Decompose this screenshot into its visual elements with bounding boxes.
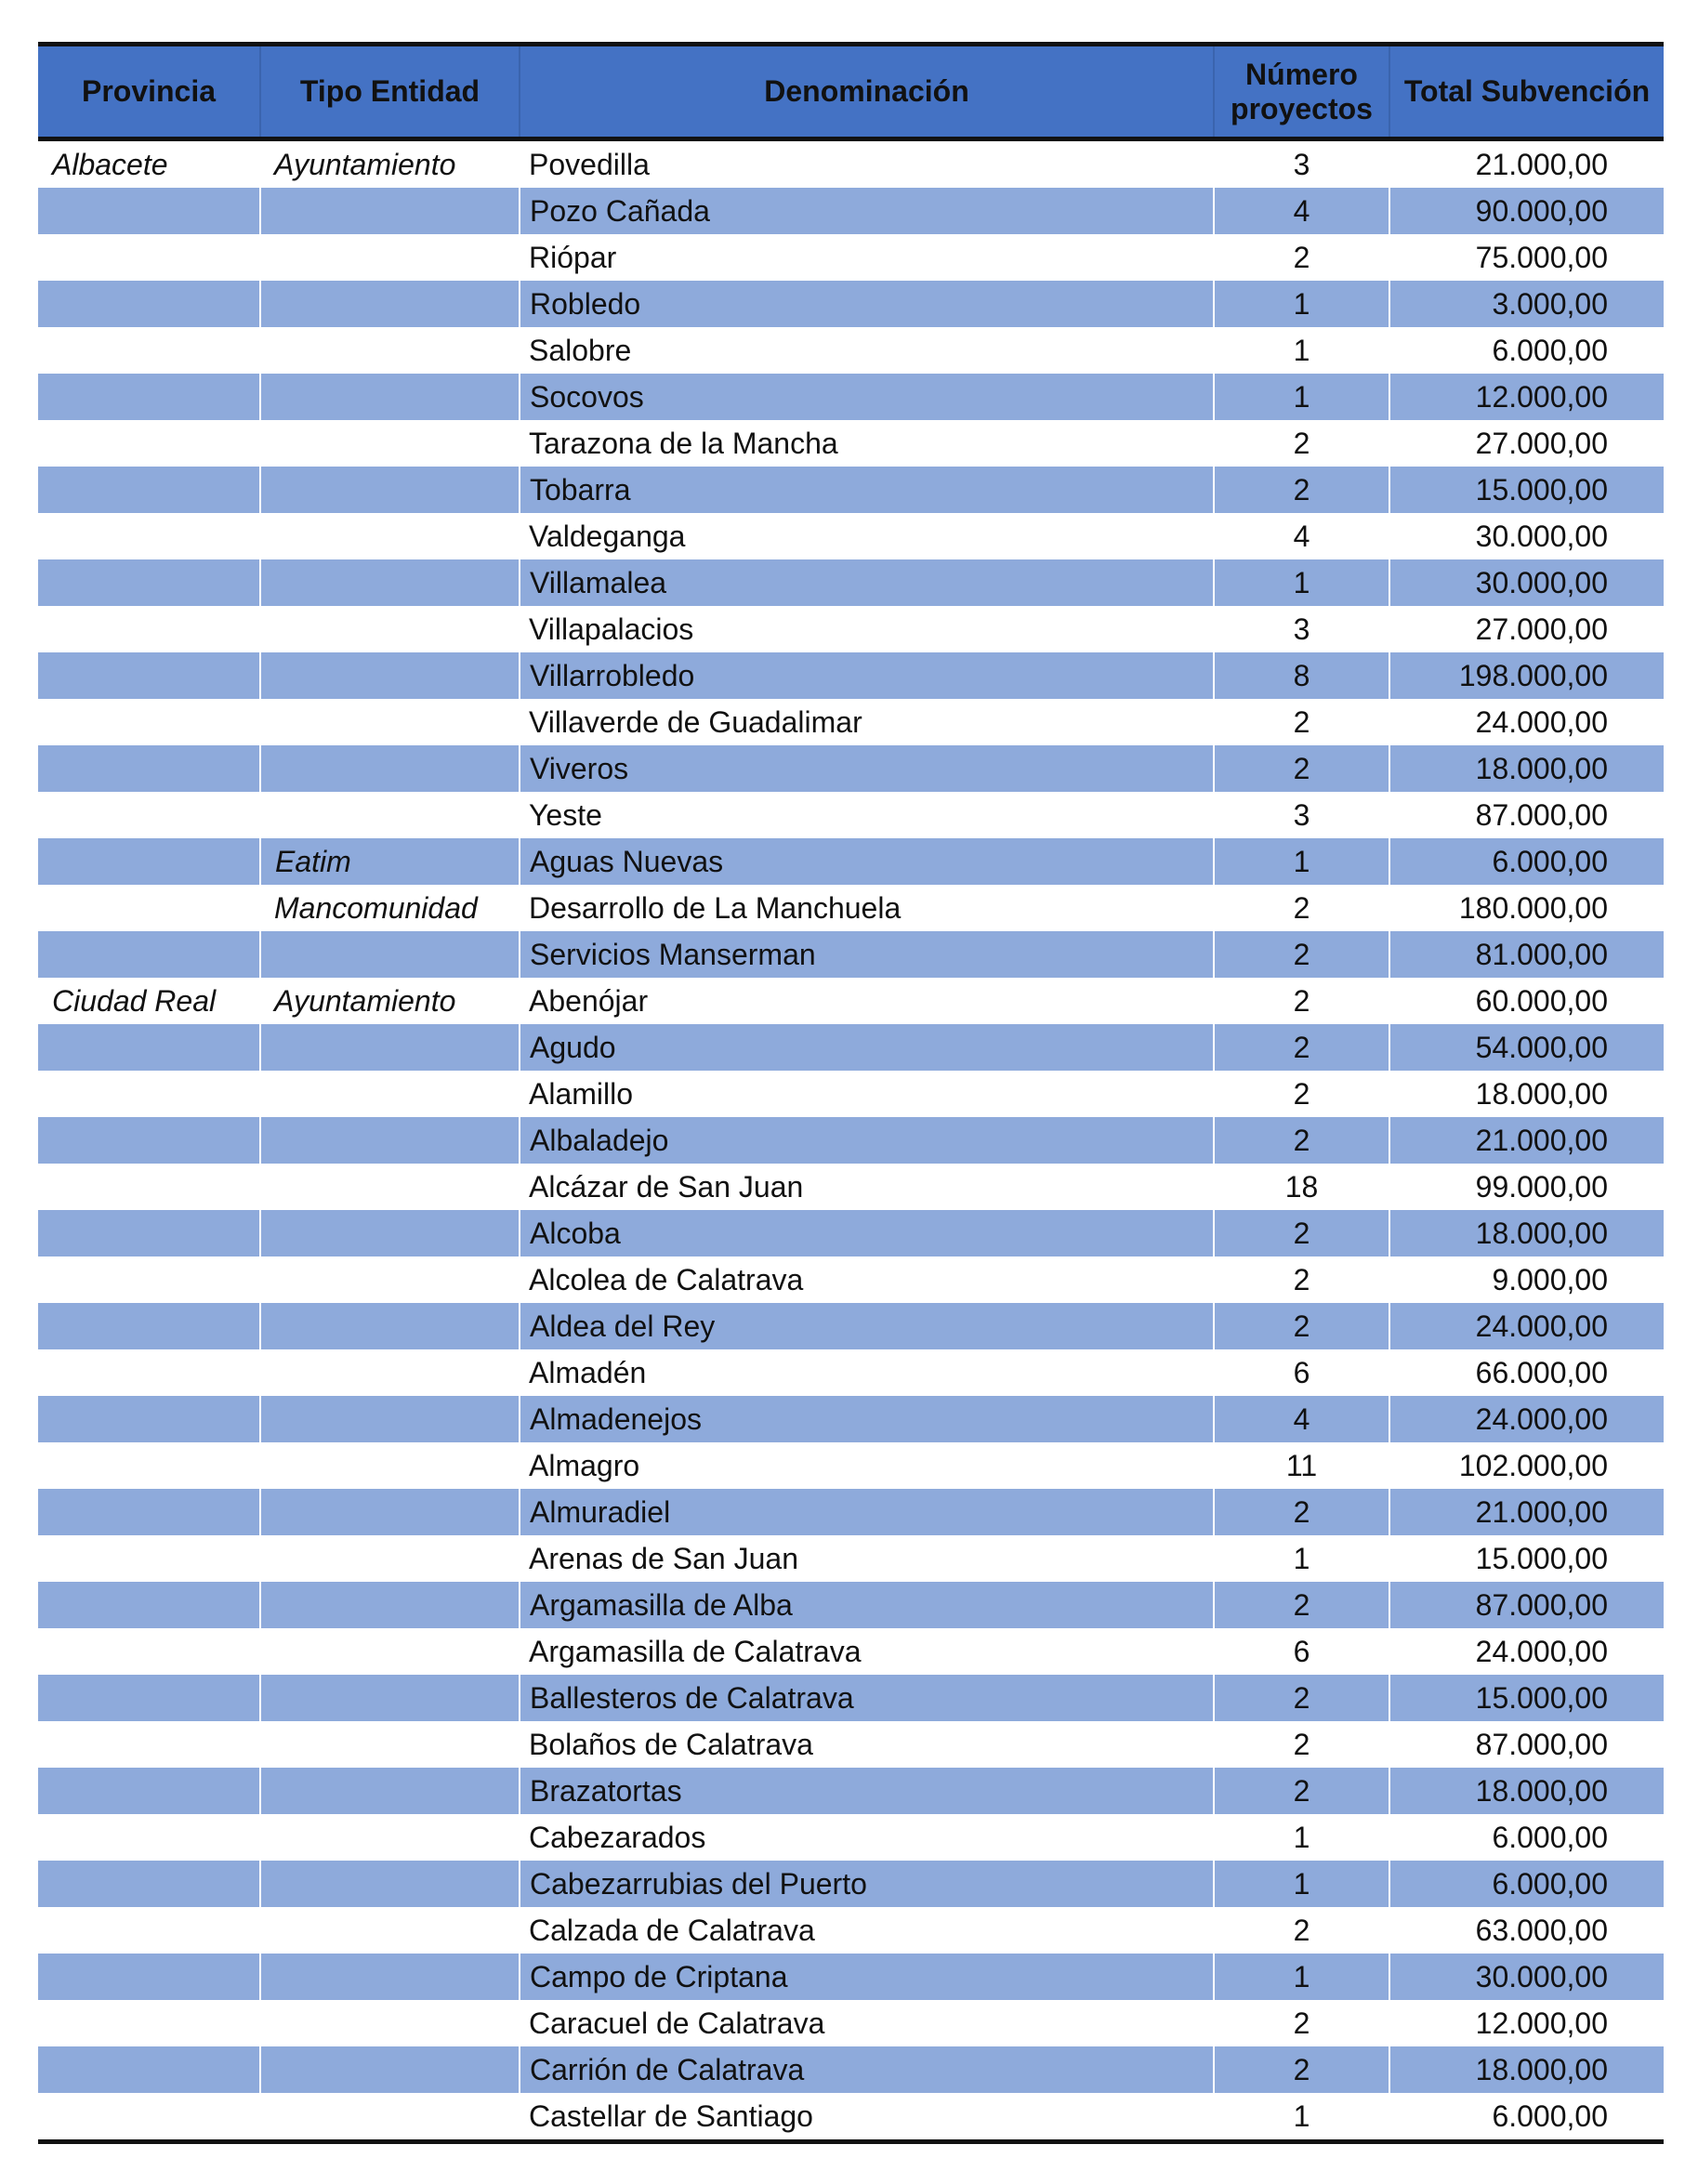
total-subvencion-cell: 87.000,00 bbox=[1475, 798, 1608, 832]
numero-proyectos-cell: 1 bbox=[1293, 1542, 1310, 1575]
table-row bbox=[38, 1861, 1664, 1907]
total-subvencion-cell: 18.000,00 bbox=[1389, 2046, 1664, 2093]
total-subvencion-cell: 24.000,00 bbox=[1475, 705, 1608, 739]
table-row bbox=[38, 1442, 1664, 1489]
numero-proyectos-cell: 2 bbox=[1214, 1210, 1389, 1256]
denominacion-cell: Almadén bbox=[529, 1356, 647, 1389]
table-row bbox=[38, 420, 1664, 467]
total-subvencion-cell: 63.000,00 bbox=[1475, 1914, 1608, 1947]
provincia-cell bbox=[38, 1535, 260, 1582]
denominacion-cell: Campo de Criptana bbox=[520, 1954, 1214, 2000]
table-row bbox=[38, 1210, 1664, 1256]
tipo-entidad-cell bbox=[260, 1814, 520, 1861]
total-subvencion-cell: 21.000,00 bbox=[1475, 148, 1608, 181]
table-row bbox=[38, 745, 1664, 792]
tipo-entidad-cell: Mancomunidad bbox=[274, 891, 478, 925]
tipo-entidad-cell bbox=[260, 1117, 520, 1164]
table-row bbox=[38, 559, 1664, 606]
tipo-entidad-cell bbox=[260, 1024, 520, 1071]
numero-proyectos-cell: 4 bbox=[1293, 520, 1310, 553]
provincia-cell bbox=[38, 1396, 260, 1442]
tipo-entidad-cell bbox=[260, 792, 520, 838]
denominacion-cell: Caracuel de Calatrava bbox=[529, 2006, 825, 2040]
provincia-cell bbox=[38, 1349, 260, 1396]
total-subvencion-cell: 198.000,00 bbox=[1389, 652, 1664, 699]
provincia-cell bbox=[38, 885, 260, 931]
table-row bbox=[38, 606, 1664, 652]
total-subvencion-cell: 60.000,00 bbox=[1475, 984, 1608, 1018]
denominacion-cell: Servicios Manserman bbox=[520, 931, 1214, 978]
table-row bbox=[38, 699, 1664, 745]
numero-proyectos-cell: 1 bbox=[1214, 1954, 1389, 2000]
tipo-entidad-cell bbox=[260, 374, 520, 420]
total-subvencion-cell: 81.000,00 bbox=[1389, 931, 1664, 978]
total-subvencion-cell: 6.000,00 bbox=[1492, 334, 1608, 367]
numero-proyectos-cell: 2 bbox=[1214, 745, 1389, 792]
denominacion-cell: Salobre bbox=[529, 334, 632, 367]
numero-proyectos-cell: 2 bbox=[1293, 1728, 1310, 1761]
provincia-cell bbox=[38, 374, 260, 420]
numero-proyectos-cell: 2 bbox=[1293, 1914, 1310, 1947]
numero-proyectos-cell: 2 bbox=[1293, 1263, 1310, 1296]
total-subvencion-cell: 99.000,00 bbox=[1475, 1170, 1608, 1204]
table-row bbox=[38, 1024, 1664, 1071]
tipo-entidad-cell bbox=[260, 281, 520, 327]
total-subvencion-cell: 30.000,00 bbox=[1475, 520, 1608, 553]
numero-proyectos-cell: 11 bbox=[1285, 1449, 1318, 1482]
table-row bbox=[38, 467, 1664, 513]
total-subvencion-cell: 6.000,00 bbox=[1492, 2099, 1608, 2133]
header-tipo-entidad: Tipo Entidad bbox=[260, 45, 520, 139]
total-subvencion-cell: 66.000,00 bbox=[1475, 1356, 1608, 1389]
tipo-entidad-cell bbox=[260, 1164, 520, 1210]
tipo-entidad-cell bbox=[260, 1210, 520, 1256]
total-subvencion-cell: 24.000,00 bbox=[1389, 1396, 1664, 1442]
denominacion-cell: Valdeganga bbox=[529, 520, 686, 553]
total-subvencion-cell: 12.000,00 bbox=[1389, 374, 1664, 420]
provincia-cell bbox=[38, 559, 260, 606]
tipo-entidad-cell bbox=[260, 234, 520, 281]
numero-proyectos-cell: 1 bbox=[1293, 334, 1310, 367]
total-subvencion-cell: 30.000,00 bbox=[1389, 1954, 1664, 2000]
subsidy-table bbox=[38, 42, 1664, 2144]
tipo-entidad-cell bbox=[260, 1442, 520, 1489]
provincia-cell bbox=[38, 1071, 260, 1117]
subsidy-table-sheet bbox=[38, 42, 1664, 2144]
denominacion-cell: Robledo bbox=[520, 281, 1214, 327]
total-subvencion-cell: 6.000,00 bbox=[1389, 838, 1664, 885]
total-subvencion-cell: 18.000,00 bbox=[1389, 745, 1664, 792]
provincia-cell: Albacete bbox=[52, 148, 168, 181]
table-row bbox=[38, 1814, 1664, 1861]
table-row bbox=[38, 2046, 1664, 2093]
total-subvencion-cell: 54.000,00 bbox=[1389, 1024, 1664, 1071]
header-total-subvencion: Total Subvención bbox=[1389, 45, 1664, 139]
total-subvencion-cell: 18.000,00 bbox=[1389, 1768, 1664, 1814]
table-row bbox=[38, 1582, 1664, 1628]
numero-proyectos-cell: 2 bbox=[1293, 984, 1310, 1018]
provincia-cell bbox=[38, 792, 260, 838]
total-subvencion-cell: 3.000,00 bbox=[1389, 281, 1664, 327]
denominacion-cell: Alcolea de Calatrava bbox=[529, 1263, 804, 1296]
numero-proyectos-cell: 2 bbox=[1293, 705, 1310, 739]
denominacion-cell: Bolaños de Calatrava bbox=[529, 1728, 813, 1761]
table-row bbox=[38, 1489, 1664, 1535]
tipo-entidad-cell bbox=[260, 420, 520, 467]
header-provincia: Provincia bbox=[38, 45, 260, 139]
denominacion-cell: Villamalea bbox=[520, 559, 1214, 606]
table-row bbox=[38, 931, 1664, 978]
table-row bbox=[38, 1954, 1664, 2000]
provincia-cell bbox=[38, 699, 260, 745]
total-subvencion-cell: 24.000,00 bbox=[1475, 1635, 1608, 1668]
numero-proyectos-cell: 4 bbox=[1214, 1396, 1389, 1442]
table-row bbox=[38, 234, 1664, 281]
numero-proyectos-cell: 1 bbox=[1293, 1821, 1310, 1854]
denominacion-cell: Ballesteros de Calatrava bbox=[520, 1675, 1214, 1721]
provincia-cell bbox=[38, 1256, 260, 1303]
numero-proyectos-cell: 2 bbox=[1214, 1024, 1389, 1071]
table-row bbox=[38, 838, 1664, 885]
total-subvencion-cell: 15.000,00 bbox=[1389, 1675, 1664, 1721]
total-subvencion-cell: 75.000,00 bbox=[1475, 241, 1608, 274]
header-row bbox=[38, 45, 1664, 139]
tipo-entidad-cell bbox=[260, 188, 520, 234]
denominacion-cell: Pozo Cañada bbox=[520, 188, 1214, 234]
tipo-entidad-cell bbox=[260, 1721, 520, 1768]
provincia-cell: Ciudad Real bbox=[52, 984, 217, 1018]
numero-proyectos-cell: 2 bbox=[1214, 1582, 1389, 1628]
total-subvencion-cell: 21.000,00 bbox=[1389, 1489, 1664, 1535]
provincia-cell bbox=[38, 188, 260, 234]
total-subvencion-cell: 9.000,00 bbox=[1492, 1263, 1608, 1296]
tipo-entidad-cell: Eatim bbox=[260, 838, 520, 885]
denominacion-cell: Castellar de Santiago bbox=[529, 2099, 813, 2133]
tipo-entidad-cell bbox=[260, 699, 520, 745]
table-row bbox=[38, 1349, 1664, 1396]
tipo-entidad-cell bbox=[260, 327, 520, 374]
numero-proyectos-cell: 1 bbox=[1214, 374, 1389, 420]
table-row bbox=[38, 513, 1664, 559]
total-subvencion-cell: 87.000,00 bbox=[1475, 1728, 1608, 1761]
tipo-entidad-cell bbox=[260, 1071, 520, 1117]
numero-proyectos-cell: 2 bbox=[1214, 1303, 1389, 1349]
table-row bbox=[38, 1396, 1664, 1442]
table-row bbox=[38, 978, 1664, 1024]
provincia-cell bbox=[38, 1768, 260, 1814]
provincia-cell bbox=[38, 1628, 260, 1675]
denominacion-cell: Cabezarados bbox=[529, 1821, 706, 1854]
provincia-cell bbox=[38, 1164, 260, 1210]
numero-proyectos-cell: 4 bbox=[1214, 188, 1389, 234]
table-row bbox=[38, 792, 1664, 838]
numero-proyectos-cell: 2 bbox=[1214, 2046, 1389, 2093]
numero-proyectos-cell: 2 bbox=[1214, 1675, 1389, 1721]
table-row bbox=[38, 1628, 1664, 1675]
numero-proyectos-cell: 1 bbox=[1214, 559, 1389, 606]
denominacion-cell: Povedilla bbox=[529, 148, 650, 181]
table-row bbox=[38, 1117, 1664, 1164]
table-row bbox=[38, 652, 1664, 699]
tipo-entidad-cell bbox=[260, 1489, 520, 1535]
denominacion-cell: Argamasilla de Calatrava bbox=[529, 1635, 862, 1668]
denominacion-cell: Aguas Nuevas bbox=[520, 838, 1214, 885]
provincia-cell bbox=[38, 2093, 260, 2142]
header-denominacion: Denominación bbox=[520, 45, 1214, 139]
provincia-cell bbox=[38, 234, 260, 281]
numero-proyectos-cell: 3 bbox=[1293, 612, 1310, 646]
total-subvencion-cell: 15.000,00 bbox=[1389, 467, 1664, 513]
numero-proyectos-cell: 2 bbox=[1214, 931, 1389, 978]
denominacion-cell: Socovos bbox=[520, 374, 1214, 420]
denominacion-cell: Almadenejos bbox=[520, 1396, 1214, 1442]
numero-proyectos-cell: 2 bbox=[1293, 427, 1310, 460]
table-row bbox=[38, 281, 1664, 327]
tipo-entidad-cell bbox=[260, 1907, 520, 1954]
denominacion-cell: Aldea del Rey bbox=[520, 1303, 1214, 1349]
denominacion-cell: Alamillo bbox=[529, 1077, 634, 1111]
denominacion-cell: Villapalacios bbox=[529, 612, 694, 646]
total-subvencion-cell: 27.000,00 bbox=[1475, 612, 1608, 646]
denominacion-cell: Arenas de San Juan bbox=[529, 1542, 798, 1575]
denominacion-cell: Tobarra bbox=[520, 467, 1214, 513]
denominacion-cell: Calzada de Calatrava bbox=[529, 1914, 815, 1947]
total-subvencion-cell: 90.000,00 bbox=[1389, 188, 1664, 234]
provincia-cell bbox=[38, 1210, 260, 1256]
denominacion-cell: Argamasilla de Alba bbox=[520, 1582, 1214, 1628]
denominacion-cell: Desarrollo de La Manchuela bbox=[529, 891, 902, 925]
tipo-entidad-cell bbox=[260, 1535, 520, 1582]
numero-proyectos-cell: 1 bbox=[1214, 838, 1389, 885]
provincia-cell bbox=[38, 1303, 260, 1349]
provincia-cell bbox=[38, 281, 260, 327]
provincia-cell bbox=[38, 1814, 260, 1861]
numero-proyectos-cell: 3 bbox=[1293, 798, 1310, 832]
header-numero-proyectos: Número proyectos bbox=[1214, 45, 1389, 139]
total-subvencion-cell: 6.000,00 bbox=[1389, 1861, 1664, 1907]
table-row bbox=[38, 374, 1664, 420]
provincia-cell bbox=[38, 1907, 260, 1954]
numero-proyectos-cell: 1 bbox=[1214, 1861, 1389, 1907]
provincia-cell bbox=[38, 1954, 260, 2000]
provincia-cell bbox=[38, 327, 260, 374]
table-row bbox=[38, 139, 1664, 189]
table-row bbox=[38, 2000, 1664, 2046]
denominacion-cell: Brazatortas bbox=[520, 1768, 1214, 1814]
table-row bbox=[38, 2093, 1664, 2142]
tipo-entidad-cell: Ayuntamiento bbox=[274, 984, 456, 1018]
total-subvencion-cell: 18.000,00 bbox=[1389, 1210, 1664, 1256]
numero-proyectos-cell: 2 bbox=[1214, 467, 1389, 513]
total-subvencion-cell: 24.000,00 bbox=[1389, 1303, 1664, 1349]
total-subvencion-cell: 6.000,00 bbox=[1492, 1821, 1608, 1854]
table-row bbox=[38, 1303, 1664, 1349]
table-header bbox=[38, 45, 1664, 139]
tipo-entidad-cell: Ayuntamiento bbox=[274, 148, 456, 181]
provincia-cell bbox=[38, 1442, 260, 1489]
numero-proyectos-cell: 2 bbox=[1293, 1077, 1310, 1111]
numero-proyectos-cell: 2 bbox=[1214, 1768, 1389, 1814]
denominacion-cell: Viveros bbox=[520, 745, 1214, 792]
table-row bbox=[38, 1535, 1664, 1582]
provincia-cell bbox=[38, 838, 260, 885]
tipo-entidad-cell bbox=[260, 1396, 520, 1442]
tipo-entidad-cell bbox=[260, 467, 520, 513]
provincia-cell bbox=[38, 1582, 260, 1628]
tipo-entidad-cell bbox=[260, 1675, 520, 1721]
provincia-cell bbox=[38, 1675, 260, 1721]
table-row bbox=[38, 885, 1664, 931]
tipo-entidad-cell bbox=[260, 1861, 520, 1907]
denominacion-cell: Albaladejo bbox=[520, 1117, 1214, 1164]
numero-proyectos-cell: 2 bbox=[1293, 2006, 1310, 2040]
tipo-entidad-cell bbox=[260, 931, 520, 978]
tipo-entidad-cell bbox=[260, 1303, 520, 1349]
tipo-entidad-cell bbox=[260, 1349, 520, 1396]
denominacion-cell: Riópar bbox=[529, 241, 617, 274]
denominacion-cell: Agudo bbox=[520, 1024, 1214, 1071]
table-row bbox=[38, 1071, 1664, 1117]
total-subvencion-cell: 87.000,00 bbox=[1389, 1582, 1664, 1628]
denominacion-cell: Villaverde de Guadalimar bbox=[529, 705, 862, 739]
provincia-cell bbox=[38, 652, 260, 699]
denominacion-cell: Almuradiel bbox=[520, 1489, 1214, 1535]
provincia-cell bbox=[38, 1489, 260, 1535]
tipo-entidad-cell bbox=[260, 1768, 520, 1814]
table-body bbox=[38, 139, 1664, 2142]
table-row bbox=[38, 1907, 1664, 1954]
numero-proyectos-cell: 2 bbox=[1214, 1489, 1389, 1535]
denominacion-cell: Almagro bbox=[529, 1449, 640, 1482]
denominacion-cell: Villarrobledo bbox=[520, 652, 1214, 699]
numero-proyectos-cell: 18 bbox=[1284, 1170, 1319, 1204]
table-row bbox=[38, 1675, 1664, 1721]
denominacion-cell: Tarazona de la Mancha bbox=[529, 427, 838, 460]
tipo-entidad-cell bbox=[260, 559, 520, 606]
provincia-cell bbox=[38, 420, 260, 467]
tipo-entidad-cell bbox=[260, 2046, 520, 2093]
table-row bbox=[38, 1721, 1664, 1768]
numero-proyectos-cell: 2 bbox=[1214, 1117, 1389, 1164]
tipo-entidad-cell bbox=[260, 2000, 520, 2046]
provincia-cell bbox=[38, 2046, 260, 2093]
provincia-cell bbox=[38, 931, 260, 978]
provincia-cell bbox=[38, 467, 260, 513]
table-row bbox=[38, 188, 1664, 234]
numero-proyectos-cell: 3 bbox=[1293, 148, 1310, 181]
tipo-entidad-cell bbox=[260, 606, 520, 652]
provincia-cell bbox=[38, 606, 260, 652]
total-subvencion-cell: 18.000,00 bbox=[1475, 1077, 1608, 1111]
table-row bbox=[38, 1164, 1664, 1210]
denominacion-cell: Alcázar de San Juan bbox=[529, 1170, 804, 1204]
total-subvencion-cell: 180.000,00 bbox=[1458, 891, 1608, 925]
denominacion-cell: Abenójar bbox=[529, 984, 649, 1018]
numero-proyectos-cell: 2 bbox=[1293, 241, 1310, 274]
denominacion-cell: Yeste bbox=[529, 798, 602, 832]
tipo-entidad-cell bbox=[260, 1582, 520, 1628]
table-row bbox=[38, 327, 1664, 374]
total-subvencion-cell: 102.000,00 bbox=[1458, 1449, 1608, 1482]
tipo-entidad-cell bbox=[260, 652, 520, 699]
tipo-entidad-cell bbox=[260, 745, 520, 792]
total-subvencion-cell: 30.000,00 bbox=[1389, 559, 1664, 606]
total-subvencion-cell: 21.000,00 bbox=[1389, 1117, 1664, 1164]
provincia-cell bbox=[38, 1024, 260, 1071]
denominacion-cell: Carrión de Calatrava bbox=[520, 2046, 1214, 2093]
numero-proyectos-cell: 1 bbox=[1214, 281, 1389, 327]
table-row bbox=[38, 1768, 1664, 1814]
denominacion-cell: Alcoba bbox=[520, 1210, 1214, 1256]
numero-proyectos-cell: 6 bbox=[1293, 1635, 1310, 1668]
tipo-entidad-cell bbox=[260, 1954, 520, 2000]
provincia-cell bbox=[38, 1721, 260, 1768]
table-row bbox=[38, 1256, 1664, 1303]
tipo-entidad-cell bbox=[260, 513, 520, 559]
denominacion-cell: Cabezarrubias del Puerto bbox=[520, 1861, 1214, 1907]
tipo-entidad-cell bbox=[260, 1628, 520, 1675]
numero-proyectos-cell: 8 bbox=[1214, 652, 1389, 699]
provincia-cell bbox=[38, 513, 260, 559]
provincia-cell bbox=[38, 1861, 260, 1907]
numero-proyectos-cell: 6 bbox=[1293, 1356, 1310, 1389]
provincia-cell bbox=[38, 1117, 260, 1164]
provincia-cell bbox=[38, 745, 260, 792]
total-subvencion-cell: 27.000,00 bbox=[1475, 427, 1608, 460]
provincia-cell bbox=[38, 2000, 260, 2046]
tipo-entidad-cell bbox=[260, 2093, 520, 2142]
numero-proyectos-cell: 2 bbox=[1293, 891, 1310, 925]
total-subvencion-cell: 12.000,00 bbox=[1475, 2006, 1608, 2040]
tipo-entidad-cell bbox=[260, 1256, 520, 1303]
total-subvencion-cell: 15.000,00 bbox=[1475, 1542, 1608, 1575]
numero-proyectos-cell: 1 bbox=[1293, 2099, 1310, 2133]
